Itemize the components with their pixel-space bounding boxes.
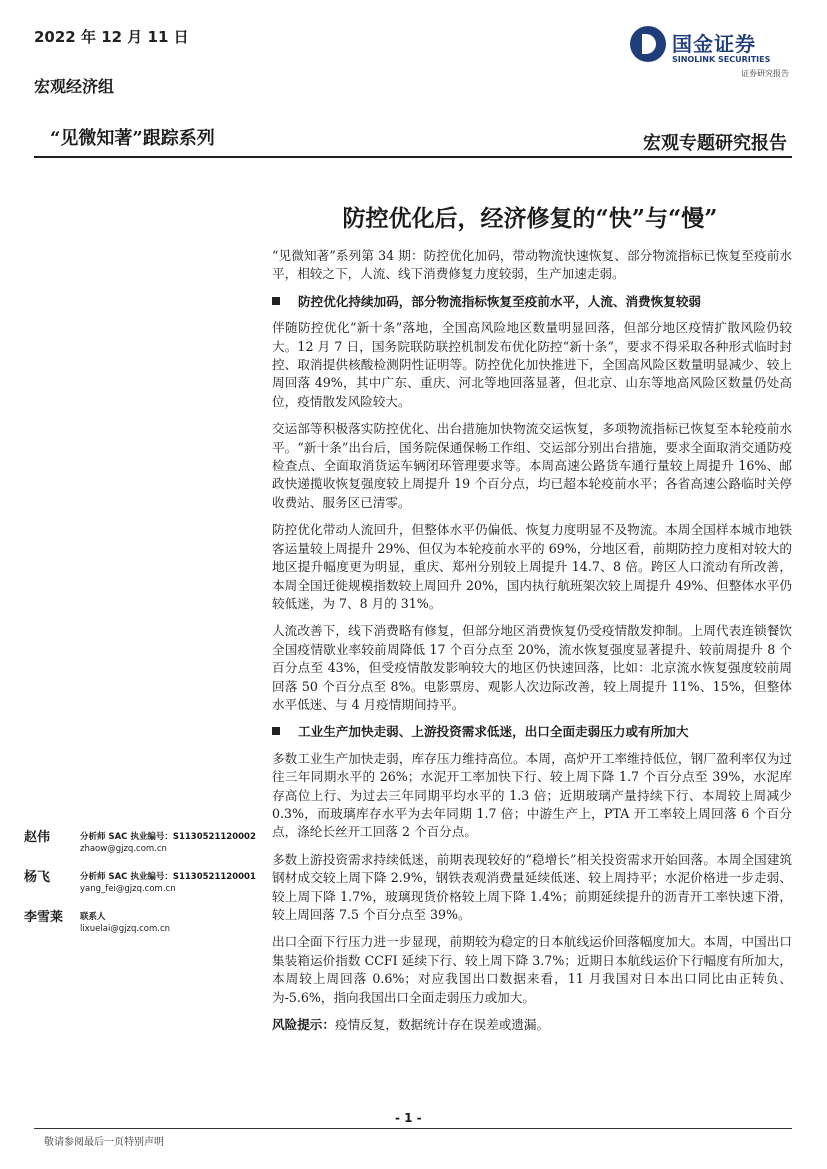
company-logo [630, 22, 795, 78]
section1-paragraph: 人流改善下，线下消费略有修复，但部分地区消费恢复仍受疫情散发抑制。上周代表连锁餐饮全国疫情歇业率较前周降低 17 个百分点至 20%，流水恢复强度显著提升、较前周提升 8 个百分点至 43%，但受疫情散发影响较大的地区仍快速回落，比如：北京流水恢复强度较前周回落 50 个百分点至 8%。电影票房、观影人次边际改善，较上周提升 11%、15%，但整体水平低迷、与 4 月疫情期间持平。 [272, 623, 792, 712]
footer-divider [34, 1128, 792, 1129]
analyst-role: 分析师 SAC 执业编号：S1130521120002 [80, 832, 256, 842]
logo-cn-text: 国金证券 [672, 32, 756, 56]
section1-paragraph: 伴随防控优化“新十条”落地，全国高风险地区数量明显回落，但部分地区疫情扩散风险仍较大。12 月 7 日，国务院联防联控机制发布优化防控“新十条”，要求不得采取各种形式临时封控、取消提供核酸检测阴性证明等。防控优化加快推进下，全国高风险区数量明显减少、较上周回落 49%，其中广东、重庆、河北等地回落显著，但北京、山东等地高风险区数量仍处高位，疫情散发风险较大。 [272, 320, 792, 409]
logo-subtitle: 证券研究报告 [741, 69, 789, 78]
analyst-role: 分析师 SAC 执业编号：S1130521120001 [80, 872, 256, 882]
page-number: - 1 - [395, 1111, 422, 1125]
analyst-email[interactable]: zhaow@gjzq.com.cn [80, 844, 167, 854]
report-title: 防控优化后，经济修复的“快”与“慢” [342, 205, 718, 232]
header-divider [34, 156, 792, 158]
risk-text: 疫情反复，数据统计存在误差或遗漏。 [334, 1017, 550, 1033]
section2-paragraph: 出口全面下行压力进一步显现，前期较为稳定的日本航线运价回落幅度加大。本周，中国出口集装箱运价指数 CCFI 延续下行、较上周下降 3.7%；近期日本航线运价下行幅度有所加大，本周较上周回落 0.6%；对应我国出口数据来看，11 月我国对日本出口同比由正转负、为-5.6%，指向我国出口全面走弱压力或加大。 [272, 934, 792, 1005]
logo-mark-icon [630, 26, 666, 62]
analyst-email[interactable]: yang_fei@gjzq.com.cn [80, 884, 176, 894]
risk-note [272, 1016, 792, 1034]
section1-paragraph: 防控优化带动人流回升，但整体水平仍偏低、恢复力度明显不及物流。本周全国样本城市地铁客运量较上周提升 29%、但仅为本轮疫前水平的 69%，分地区看，前期防控力度相对较大的地区提升幅度更为明显，重庆、郑州分别较上周提升 14.7、8 倍。跨区人口流动有所改善，本周全国迁徙规模指数较上周回升 20%，国内执行航班架次较上周提升 49%、但整体水平仍较低迷，为 7、8 月的 31%。 [272, 522, 792, 611]
logo-en-text: SINOLINK SECURITIES [672, 55, 771, 64]
report-series: “见微知著”跟踪系列 [50, 128, 215, 149]
analyst-name: 杨飞 [24, 870, 51, 885]
section1-heading: 防控优化持续加码，部分物流指标恢复至疫前水平，人流、消费恢复较弱 [272, 293, 792, 311]
analyst-name: 赵伟 [24, 830, 51, 845]
section2-heading: 工业生产加快走弱、上游投资需求低迷，出口全面走弱压力或有所加大 [272, 723, 792, 741]
footer-disclaimer: 敬请参阅最后一页特别声明 [44, 1137, 164, 1148]
report-body [272, 247, 792, 1043]
research-group: 宏观经济组 [34, 77, 115, 96]
section1-paragraph: 交运部等积极落实防控优化、出台措施加快物流交运恢复，多项物流指标已恢复至本轮疫前水平。“新十条”出台后，国务院保通保畅工作组、交运部分别出台措施，要求全面取消交通防疫检查点、全面取消货运车辆闭环管理要求等。本周高速公路货车通行量较上周提升 16%、邮政快递揽收恢复强度较上周提升 19 个百分点，均已超本轮疫前水平；各省高速公路临时关停收费站、服务区已清零。 [272, 421, 792, 510]
report-type: 宏观专题研究报告 [643, 133, 787, 154]
analyst-name: 李雪莱 [24, 910, 64, 925]
section2-paragraph: 多数工业生产加快走弱，库存压力维持高位。本周，高炉开工率维持低位，钢厂盈利率仅为过往三年同期水平的 26%；水泥开工率加快下行、较上周下降 1.7 个百分点至 39%，水泥库存高位上行、为过去三年同期平均水平的 1.3 倍；近期玻璃产量持续下行、本周较上周减少 0.3%，而玻璃库存水平为去年同期 1.7 倍；中游生产上，PTA 开工率较上周回落 6 个百分点，涤纶长丝开工回落 2 个百分点。 [272, 750, 792, 840]
analyst-email[interactable]: lixuelai@gjzq.com.cn [80, 924, 171, 934]
intro-paragraph: “见微知著”系列第 34 期：防控优化加码，带动物流快速恢复、部分物流指标已恢复至疫前水平，相较之下，人流、线下消费修复力度较弱，生产加速走弱。 [272, 248, 792, 282]
report-date: 2022 年 12 月 11 日 [34, 28, 189, 46]
bullet-square-icon [272, 297, 280, 305]
analyst-role: 联系人 [80, 912, 106, 922]
bullet-square-icon [272, 727, 280, 735]
risk-label: 风险提示： [272, 1017, 335, 1033]
section2-paragraph: 多数上游投资需求持续低迷，前期表现较好的“稳增长”相关投资需求开始回落。本周全国建筑钢材成交较上周下降 2.9%，钢铁表观消费量延续低迷、较上周持平；水泥价格进一步走弱、较上周下降 1.7%，玻璃现货价格较上周下降 1.4%；前期延续提升的沥青开工率快速下滑，较上周回落 7.5 个百分点至 39%。 [272, 851, 792, 922]
